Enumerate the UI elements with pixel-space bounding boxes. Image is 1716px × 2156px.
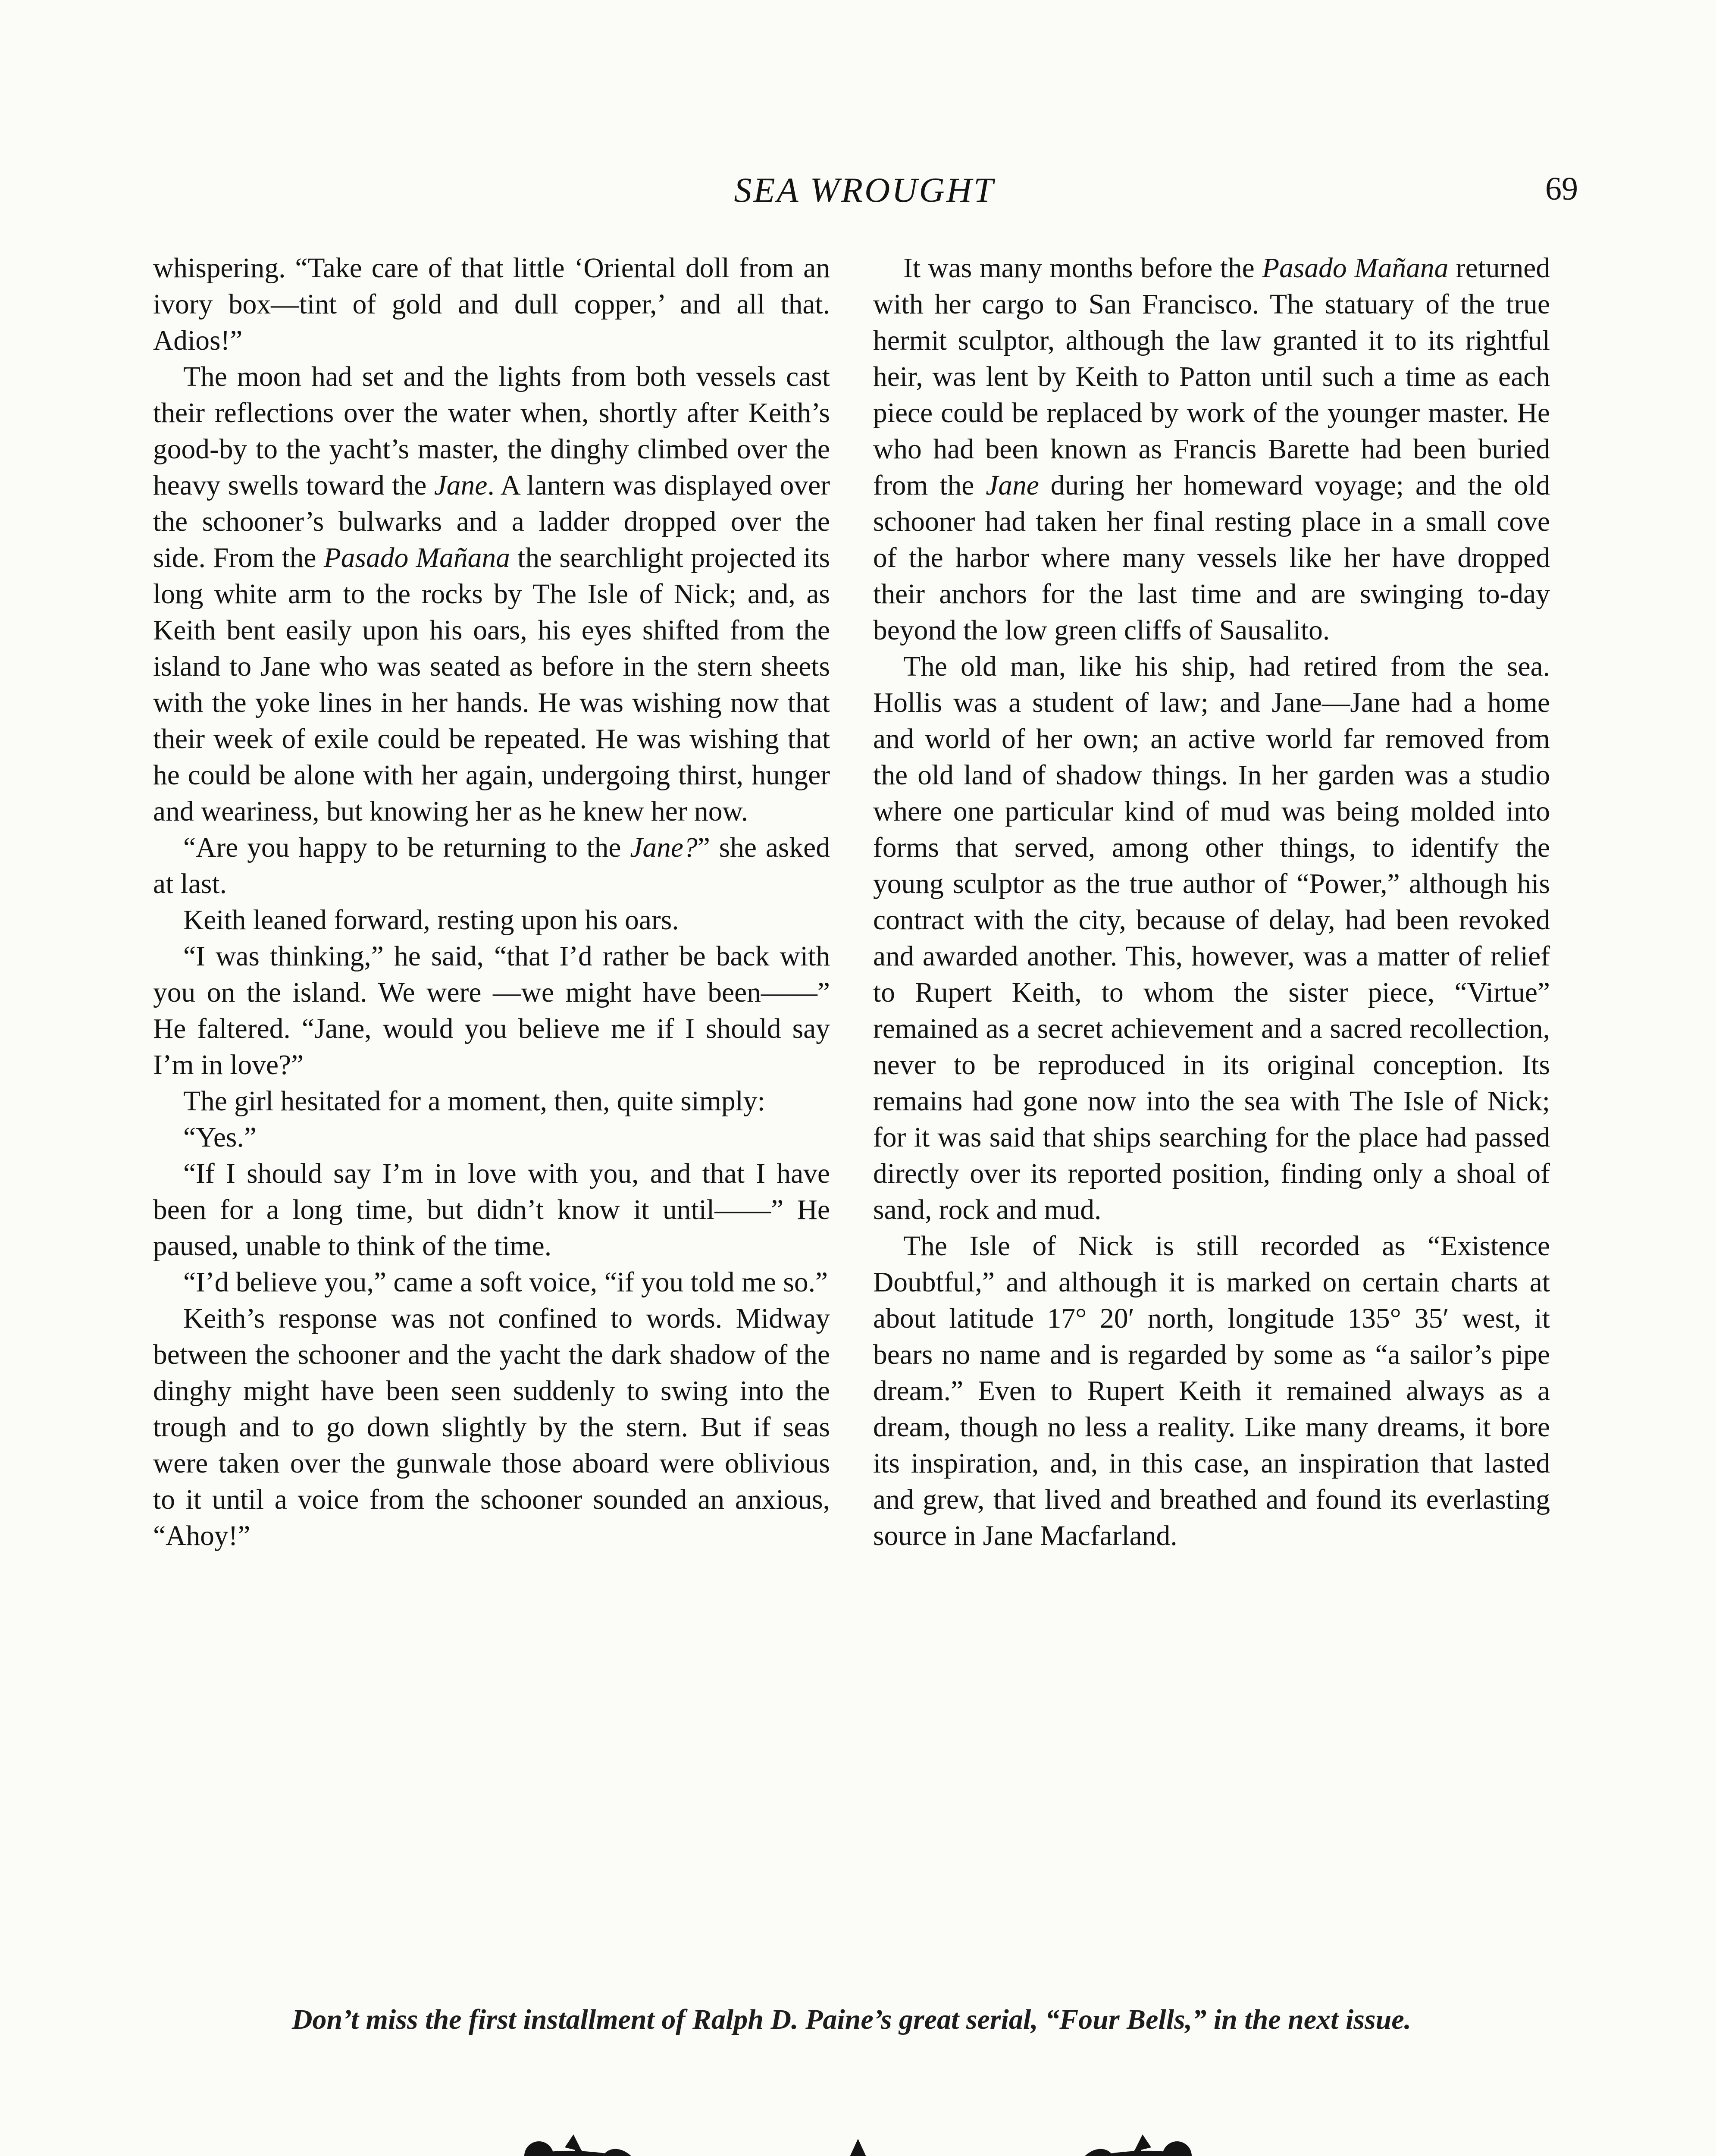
right-paragraph-3: The Isle of Nick is still recorded as “Existence Doubtful,” and although it is marked on certain charts at about latitude 17° 20′ north, longitude 135° 35′ west, it bears no name and is regarded by some as “a sailor’s pipe dream.” Even to Rupert Keith it remained always as a dream, though no less a reality. Like many dreams, it bore its inspiration, and, in this case, an inspiration that lasted and grew, that lived and breathed and found its everlasting source in Jane Macfarland. (873, 1231, 1550, 1551)
left-paragraph-2-text-a: The moon had set and the lights from both vessels cast their reflections over the water when, shortly after Keith’s good-by to the yacht’s master, the dinghy climbed over the heavy swells toward the (153, 361, 830, 501)
left-paragraph-3-text-b: ” she asked at last. (153, 832, 830, 899)
left-paragraph-10: Keith’s response was not confined to words. Midway between the schooner and the yacht the dark shadow of the dinghy might have been seen suddenly to swing into the trough and to go down slightly by the stern. But if seas were taken over the gunwale those aboard were oblivious to it until a voice from the schooner sounded an anxious, “Ahoy!” (153, 1303, 830, 1551)
left-paragraph-4: Keith leaned forward, resting upon his oars. (183, 905, 679, 936)
ship-name-jane: Jane (434, 470, 488, 501)
right-paragraph-1-text-c: during her homeward voyage; and the old schooner had taken her final resting place in a small cove of the harbor where many vessels like her have dropped their anchors for the last time and are swinging to-day beyond the low green cliffs of Sausalito. (873, 470, 1550, 646)
left-paragraph-7: “Yes.” (183, 1122, 257, 1153)
left-paragraph-9: “I’d believe you,” came a soft voice, “if you told me so.” (183, 1267, 828, 1298)
right-paragraph-2: The old man, like his ship, had retired from the sea. Hollis was a student of law; and Jane—Jane had a home and world of her own; an active world far removed from the old land of shadow things. In her garden was a studio where one particular kind of mud was being molded into forms that served, among other things, to identify the young sculptor as the true author of “Power,” although his contract with the city, because of delay, had been revoked and awarded another. This, however, was a matter of relief to Rupert Keith, to whom the sister piece, “Virtue” remained as a secret achievement and a sacred recollection, never to be reproduced in its original conception. Its remains had gone now into the sea with The Isle of Nick; for it was said that ships searching for the place had passed directly over its reported position, finding only a shoal of sand, rock and mud. (873, 651, 1550, 1225)
left-text-column (153, 250, 830, 1992)
ship-name-jane-2: Jane (986, 470, 1039, 501)
left-paragraph-1: whispering. “Take care of that little ‘Oriental doll from an ivory box—tint of gold and dull copper,’ and all that. Adios!” (153, 253, 830, 356)
left-paragraph-8: “If I should say I’m in love with you, and that I have been for a long time, but didn’t know it until——” He paused, unable to think of the time. (153, 1158, 830, 1262)
right-paragraph-1 (873, 250, 1550, 649)
next-issue-note: Don’t miss the first installment of Ralph D. Paine’s great serial, “Four Bells,” in the next issue. (291, 2004, 1412, 2035)
left-paragraph-3 (153, 830, 830, 902)
ship-name-pasado-manana-2: Pasado Mañana (1262, 253, 1449, 284)
floral-vine-ornament-icon (513, 2126, 1203, 2156)
left-paragraph-6: The girl hesitated for a moment, then, quite simply: (183, 1086, 765, 1117)
right-paragraph-1-text-a: It was many months before the (903, 253, 1262, 284)
running-title: SEA WROUGHT (734, 170, 995, 210)
ship-name-jane-question: Jane? (630, 832, 698, 863)
left-paragraph-2-text-c: the searchlight projected its long white arm to the rocks by The Isle of Nick; and, as Keith bent easily upon his oars, his eyes shifted from the island to Jane who was seated as before in the stern sheets with the yoke lines in her hands. He was wishing now that their week of exile could be repeated. He was wishing that he could be alone with her again, undergoing thirst, hunger and weariness, but knowing her as he knew her now. (153, 542, 830, 827)
left-paragraph-5: “I was thinking,” he said, “that I’d rather be back with you on the island. We were —we might have been——” He faltered. “Jane, would you believe me if I should say I’m in love?” (153, 941, 830, 1081)
right-paragraph-1-text-b: returned with her cargo to San Francisco. The statuary of the true hermit sculptor, although the law granted it to its rightful heir, was lent by Keith to Patton until such a time as each piece could be replaced by work of the younger master. He who had been known as Francis Barette had been buried from the (873, 253, 1550, 501)
right-text-column (873, 250, 1550, 1992)
ship-name-pasado-manana: Pasado Mañana (323, 542, 510, 573)
left-paragraph-2-text-b: . A lantern was displayed over the schooner’s bulwarks and a ladder dropped over the side. From the (153, 470, 830, 573)
page-number: 69 (1545, 171, 1578, 207)
left-paragraph-3-text-a: “Are you happy to be returning to the (183, 832, 630, 863)
left-paragraph-2 (153, 359, 830, 830)
